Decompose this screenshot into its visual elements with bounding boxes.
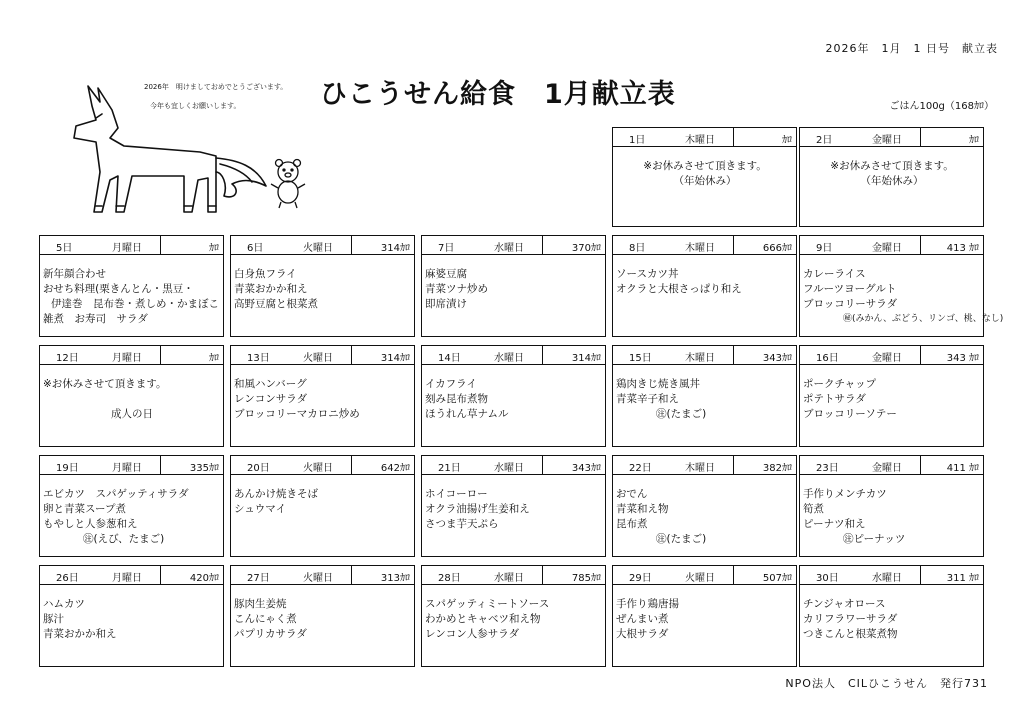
day-card [230, 455, 415, 557]
day-calories: 343 ｶﾛ [946, 353, 979, 364]
day-menu [230, 585, 415, 667]
day-calories: ｶﾛ [782, 135, 792, 146]
day-card [39, 235, 224, 337]
menu-item: ㊟(たまご) [656, 533, 707, 545]
day-header [799, 455, 984, 475]
day-weekday: 木曜日 [685, 353, 715, 364]
day-date: 5日 [56, 243, 73, 254]
day-weekday: 月曜日 [112, 243, 142, 254]
menu-item: 即席漬け [425, 298, 467, 310]
menu-item: ブロッコリーソテー [803, 408, 897, 420]
day-date: 12日 [56, 353, 79, 364]
menu-item: ㊙(みかん、ぶどう、リンゴ、桃、なし) [843, 314, 1004, 324]
day-weekday: 木曜日 [685, 463, 715, 474]
day-calories: 507ｶﾛ [762, 573, 792, 584]
day-menu [421, 365, 606, 447]
header-divider [733, 128, 734, 146]
greeting-line-1: 2026年 明けましておめでとうございます。 [144, 83, 288, 91]
day-calories: ｶﾛ [209, 243, 219, 254]
header-divider [733, 346, 734, 364]
menu-item: わかめとキャベツ和え物 [425, 613, 541, 625]
menu-item: 青菜和え物 [616, 503, 669, 515]
day-weekday: 月曜日 [112, 573, 142, 584]
header-divider [920, 128, 921, 146]
menu-item: もやしと人参葱和え [43, 518, 138, 530]
menu-item: ポークチャップ [803, 378, 877, 390]
day-date: 26日 [56, 573, 79, 584]
day-date: 2日 [816, 135, 833, 146]
menu-item: カリフラワーサラダ [803, 613, 898, 625]
menu-item: ㊟(たまご) [656, 408, 707, 420]
menu-item: スパゲッティミートソース [425, 598, 550, 610]
day-header [612, 345, 797, 365]
day-calories: ｶﾛ [209, 353, 219, 364]
day-card [39, 345, 224, 447]
day-menu [799, 585, 984, 667]
day-card [39, 565, 224, 667]
menu-item: ハムカツ [43, 598, 85, 610]
menu-item: さつま芋天ぷら [425, 518, 499, 530]
header-divider [733, 566, 734, 584]
day-card [421, 345, 606, 447]
day-header [612, 565, 797, 585]
day-card [612, 455, 797, 557]
menu-item: （年始休み） [860, 175, 924, 187]
day-date: 7日 [438, 243, 455, 254]
day-card [612, 345, 797, 447]
day-header [39, 235, 224, 255]
day-menu [612, 147, 797, 227]
day-weekday: 火曜日 [303, 353, 333, 364]
header-divider [920, 456, 921, 474]
menu-item: オクラ油揚げ生姜和え [425, 503, 530, 515]
day-menu [612, 585, 797, 667]
day-menu [799, 255, 1004, 337]
day-calories: 785ｶﾛ [571, 573, 601, 584]
menu-item: あんかけ焼きそば [234, 488, 318, 500]
day-menu [421, 585, 606, 667]
menu-item: ※お休みさせて頂きます。 [43, 378, 167, 390]
header-divider [351, 346, 352, 364]
day-calories: 642ｶﾛ [380, 463, 410, 474]
day-menu [230, 365, 415, 447]
day-card [799, 565, 984, 667]
day-calories: 666ｶﾛ [762, 243, 792, 254]
day-header [39, 345, 224, 365]
header-divider [351, 236, 352, 254]
day-calories: 335ｶﾛ [189, 463, 219, 474]
day-header [799, 565, 984, 585]
day-calories: ｶﾛ [969, 135, 979, 146]
day-card [612, 127, 797, 227]
menu-item: ほうれん草ナムル [425, 408, 509, 420]
day-header [612, 235, 797, 255]
menu-item: パプリカサラダ [234, 628, 307, 640]
day-menu [612, 475, 797, 557]
day-header [612, 127, 797, 147]
day-card [421, 565, 606, 667]
menu-item: 豚肉生姜焼 [234, 598, 287, 610]
menu-item: 鶏肉きじ焼き風丼 [616, 378, 700, 390]
day-header [230, 455, 415, 475]
menu-item: つきこんと根菜煮物 [803, 628, 898, 640]
day-calories: 343ｶﾛ [762, 353, 792, 364]
day-menu [39, 585, 224, 667]
menu-item: おせち料理(栗きんとん・黒豆・ [43, 283, 194, 295]
day-card [799, 345, 984, 447]
day-calories: 411 ｶﾛ [946, 463, 979, 474]
day-weekday: 金曜日 [872, 353, 902, 364]
header-divider [542, 236, 543, 254]
day-weekday: 水曜日 [494, 463, 524, 474]
day-calories: 314ｶﾛ [571, 353, 601, 364]
day-header [799, 345, 984, 365]
day-card [799, 235, 1004, 337]
day-card [612, 235, 797, 337]
header-divider [920, 236, 921, 254]
menu-item: こんにゃく煮 [234, 613, 297, 625]
day-header [421, 565, 606, 585]
day-weekday: 月曜日 [112, 463, 142, 474]
day-weekday: 水曜日 [494, 573, 524, 584]
day-date: 16日 [816, 353, 839, 364]
day-menu [799, 147, 984, 227]
menu-item: ソースカツ丼 [616, 268, 679, 280]
page-title: ひこうせん給食 1月献立表 [320, 79, 676, 110]
menu-item: 刻み昆布煮物 [425, 393, 488, 405]
day-date: 28日 [438, 573, 461, 584]
menu-item: ㊟(えび、たまご) [83, 533, 165, 545]
menu-item: 麻婆豆腐 [425, 268, 467, 280]
day-date: 14日 [438, 353, 461, 364]
day-weekday: 火曜日 [685, 573, 715, 584]
day-menu [230, 255, 415, 337]
day-date: 1日 [629, 135, 646, 146]
publisher-footer: NPO法人 CILひこうせん 発行731 [785, 677, 988, 690]
menu-item: 雑煮 お寿司 サラダ [43, 313, 148, 325]
day-date: 27日 [247, 573, 270, 584]
day-calories: 311 ｶﾛ [946, 573, 979, 584]
rice-note: ごはん100g（168ｶﾛ） [889, 101, 994, 112]
menu-item: 伊達巻 昆布巻・煮しめ・かまぼこ [51, 298, 219, 310]
menu-item: 和風ハンバーグ [234, 378, 307, 390]
menu-item: 新年顔合わせ [43, 268, 106, 280]
menu-item: おでん [616, 488, 648, 500]
day-menu [39, 365, 224, 447]
day-date: 9日 [816, 243, 833, 254]
day-menu [799, 365, 984, 447]
menu-item: カレーライス [803, 268, 866, 280]
day-card [421, 455, 606, 557]
day-menu [39, 255, 224, 337]
day-header [230, 235, 415, 255]
header-divider [733, 456, 734, 474]
day-header [39, 565, 224, 585]
day-calories: 343ｶﾛ [571, 463, 601, 474]
day-weekday: 火曜日 [303, 243, 333, 254]
menu-item: チンジャオロース [803, 598, 886, 610]
day-date: 30日 [816, 573, 839, 584]
day-date: 8日 [629, 243, 646, 254]
day-weekday: 火曜日 [303, 463, 333, 474]
menu-item: 白身魚フライ [234, 268, 297, 280]
menu-item: ブロッコリーマカロニ炒め [234, 408, 360, 420]
menu-item: 筍煮 [803, 503, 824, 515]
day-menu [612, 255, 797, 337]
day-date: 29日 [629, 573, 652, 584]
menu-item: ※お休みさせて頂きます。 [643, 160, 767, 172]
header-divider [542, 346, 543, 364]
day-card [230, 565, 415, 667]
issue-date: 2026年 1月 1 日号 献立表 [825, 42, 998, 55]
day-calories: 370ｶﾛ [571, 243, 601, 254]
day-header [612, 455, 797, 475]
day-menu [39, 475, 224, 557]
header-divider [160, 236, 161, 254]
menu-item: 青菜辛子和え [616, 393, 679, 405]
day-header [230, 345, 415, 365]
day-card [421, 235, 606, 337]
day-date: 22日 [629, 463, 652, 474]
header-divider [351, 566, 352, 584]
day-weekday: 水曜日 [872, 573, 902, 584]
day-date: 21日 [438, 463, 461, 474]
day-date: 19日 [56, 463, 79, 474]
menu-item: オクラと大根さっぱり和え [616, 283, 742, 295]
menu-item: シュウマイ [234, 503, 287, 515]
day-date: 15日 [629, 353, 652, 364]
day-weekday: 水曜日 [494, 243, 524, 254]
day-weekday: 木曜日 [685, 135, 715, 146]
menu-item: 卵と青菜スープ煮 [43, 503, 126, 515]
day-header [421, 345, 606, 365]
day-header [421, 455, 606, 475]
day-header [799, 235, 984, 255]
day-calories: 314ｶﾛ [380, 353, 410, 364]
menu-item: 成人の日 [111, 408, 153, 420]
day-weekday: 金曜日 [872, 135, 902, 146]
day-card [799, 455, 984, 557]
menu-item: 大根サラダ [616, 628, 669, 640]
day-weekday: 金曜日 [872, 243, 902, 254]
day-header [39, 455, 224, 475]
day-date: 20日 [247, 463, 270, 474]
menu-item: 昆布煮 [616, 518, 648, 530]
menu-item: ㊟ピーナッツ [843, 533, 906, 545]
header-divider [160, 456, 161, 474]
day-menu [799, 475, 984, 557]
header-divider [160, 566, 161, 584]
day-menu [612, 365, 797, 447]
day-weekday: 火曜日 [303, 573, 333, 584]
day-menu [421, 475, 606, 557]
day-header [230, 565, 415, 585]
header-divider [920, 346, 921, 364]
menu-item: 豚汁 [43, 613, 64, 625]
day-weekday: 水曜日 [494, 353, 524, 364]
day-header [421, 235, 606, 255]
bear-illustration [266, 158, 310, 210]
day-card [799, 127, 984, 227]
menu-item: ※お休みさせて頂きます。 [830, 160, 954, 172]
menu-item: 手作り鶏唐揚 [616, 598, 679, 610]
menu-item: 青菜おかか和え [234, 283, 308, 295]
day-date: 23日 [816, 463, 839, 474]
menu-item: ホイコーロー [425, 488, 488, 500]
day-weekday: 木曜日 [685, 243, 715, 254]
header-divider [160, 346, 161, 364]
menu-item [43, 392, 221, 407]
day-header [799, 127, 984, 147]
menu-item: ポテトサラダ [803, 393, 866, 405]
header-divider [351, 456, 352, 474]
header-divider [733, 236, 734, 254]
menu-item: ピーナツ和え [803, 518, 866, 530]
menu-item: 手作りメンチカツ [803, 488, 887, 500]
day-weekday: 月曜日 [112, 353, 142, 364]
day-date: 6日 [247, 243, 264, 254]
day-calories: 313ｶﾛ [380, 573, 410, 584]
menu-item: 青菜ツナ炒め [425, 283, 488, 295]
menu-item: レンコンサラダ [234, 393, 308, 405]
day-card [39, 455, 224, 557]
menu-item: ぜんまい煮 [616, 613, 669, 625]
header-divider [542, 566, 543, 584]
day-card [612, 565, 797, 667]
menu-item: フルーツヨーグルト [803, 283, 897, 295]
day-calories: 382ｶﾛ [762, 463, 792, 474]
menu-item: イカフライ [425, 378, 477, 390]
menu-item: （年始休み） [673, 175, 737, 187]
day-menu [230, 475, 415, 557]
menu-item: エビカツ スパゲッティサラダ [43, 488, 189, 500]
menu-item: ブロッコリーサラダ [803, 298, 898, 310]
day-date: 13日 [247, 353, 270, 364]
menu-item: 高野豆腐と根菜煮 [234, 298, 318, 310]
header-divider [542, 456, 543, 474]
greeting-line-2: 今年も宜しくお願いします。 [150, 102, 241, 110]
day-card [230, 345, 415, 447]
menu-item: 青菜おかか和え [43, 628, 117, 640]
day-card [230, 235, 415, 337]
menu-item: レンコン人参サラダ [425, 628, 520, 640]
day-calories: 413 ｶﾛ [946, 243, 979, 254]
day-calories: 314ｶﾛ [380, 243, 410, 254]
day-calories: 420ｶﾛ [189, 573, 219, 584]
header-divider [920, 566, 921, 584]
day-menu [421, 255, 606, 337]
day-weekday: 金曜日 [872, 463, 902, 474]
